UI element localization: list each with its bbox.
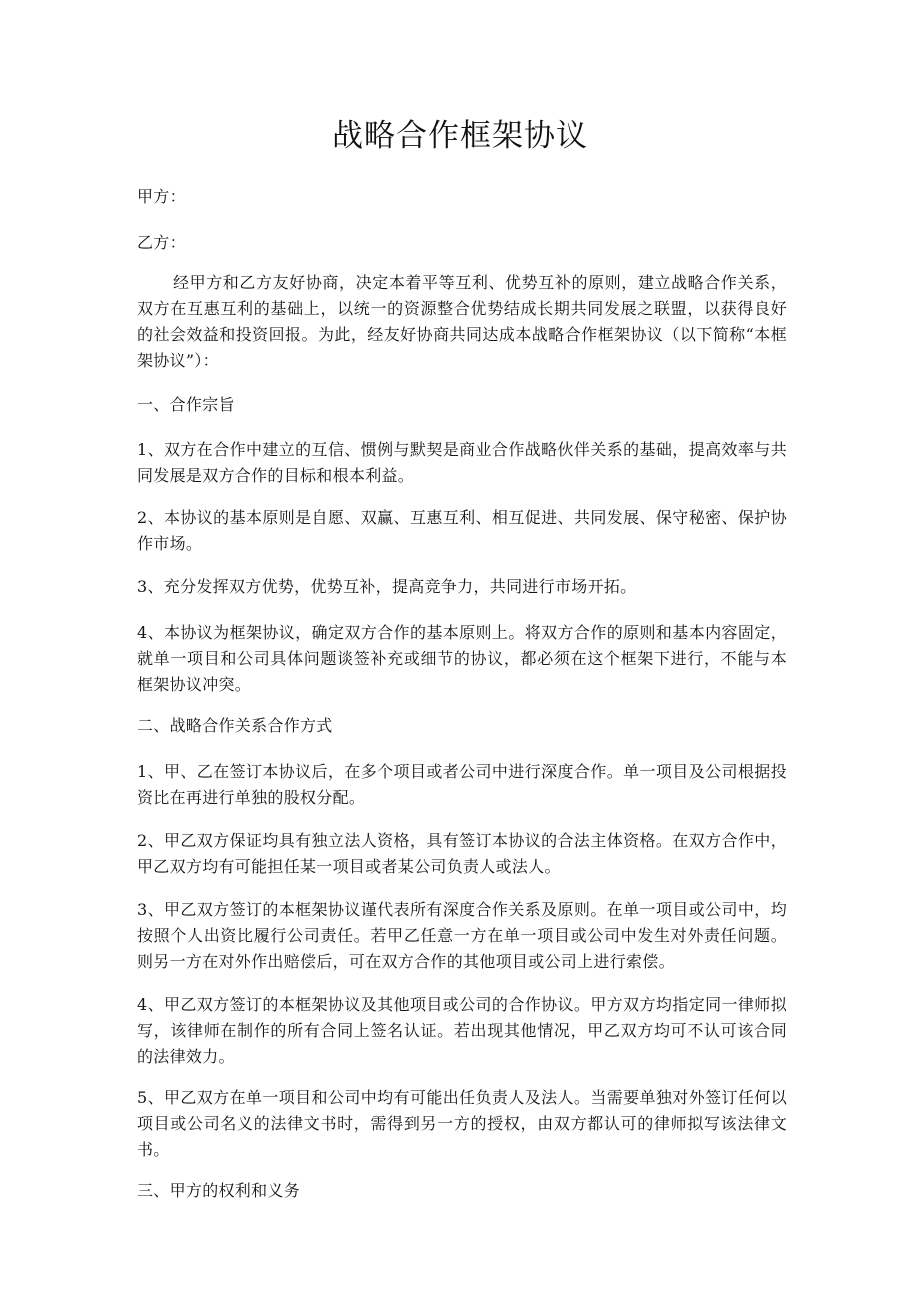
- section-2-item-5: 5、甲乙双方在单一项目和公司中均有可能出任负责人及法人。当需要单独对外签订任何以项目或公司名义的法律文书时，需得到另一方的授权，由双方都认可的律师拟写该法律文书。: [137, 1088, 787, 1159]
- section-1-item-1: 1、双方在合作中建立的互信、惯例与默契是商业合作战略伙伴关系的基础，提高效率与共同发展是双方合作的目标和根本利益。: [137, 440, 787, 485]
- party-a-label: 甲方：: [137, 187, 186, 206]
- section-2-heading: 二、战略合作关系合作方式: [137, 716, 333, 735]
- section-3-heading: 三、甲方的权利和义务: [137, 1181, 301, 1200]
- section-1-heading: 一、合作宗旨: [137, 395, 235, 414]
- section-2-item-4: 4、甲乙双方签订的本框架协议及其他项目或公司的合作协议。甲方双方均指定同一律师拟写，该律师在制作的所有合同上签名认证。若出现其他情况，甲乙双方均可不认可该合同的法律效力。: [137, 995, 787, 1066]
- section-2-item-3: 3、甲乙双方签订的本框架协议谨代表所有深度合作关系及原则。在单一项目或公司中，均按照个人出资比履行公司责任。若甲乙任意一方在单一项目或公司中发生对外责任问题。则另一方在对外作出赔偿后，可在双方合作的其他项目或公司上进行索偿。: [137, 900, 787, 971]
- party-b-label: 乙方：: [137, 233, 186, 252]
- intro-paragraph: 经甲方和乙方友好协商，决定本着平等互利、优势互补的原则，建立战略合作关系，双方在互惠互利的基础上，以统一的资源整合优势结成长期共同发展之联盟，以获得良好的社会效益和投资回报。为此，经友好协商共同达成本战略合作框架协议（以下简称“本框架协议”）：: [137, 273, 787, 370]
- document-title: 战略合作框架协议: [332, 118, 588, 154]
- section-1-item-2: 2、本协议的基本原则是自愿、双赢、互惠互利、相互促进、共同发展、保守秘密、保护协作市场。: [137, 508, 787, 553]
- section-2-item-1: 1、甲、乙在签订本协议后，在多个项目或者公司中进行深度合作。单一项目及公司根据投资比在再进行单独的股权分配。: [137, 762, 787, 807]
- section-1-item-4: 4、本协议为框架协议，确定双方合作的基本原则上。将双方合作的原则和基本内容固定，就单一项目和公司具体问题谈签补充或细节的协议，都必须在这个框架下进行，不能与本框架协议冲突。: [137, 623, 787, 694]
- section-2-item-2: 2、甲乙双方保证均具有独立法人资格，具有签订本协议的合法主体资格。在双方合作中，甲乙双方均有可能担任某一项目或者某公司负责人或法人。: [137, 831, 787, 876]
- section-1-item-3: 3、充分发挥双方优势，优势互补，提高竞争力，共同进行市场开拓。: [137, 577, 637, 596]
